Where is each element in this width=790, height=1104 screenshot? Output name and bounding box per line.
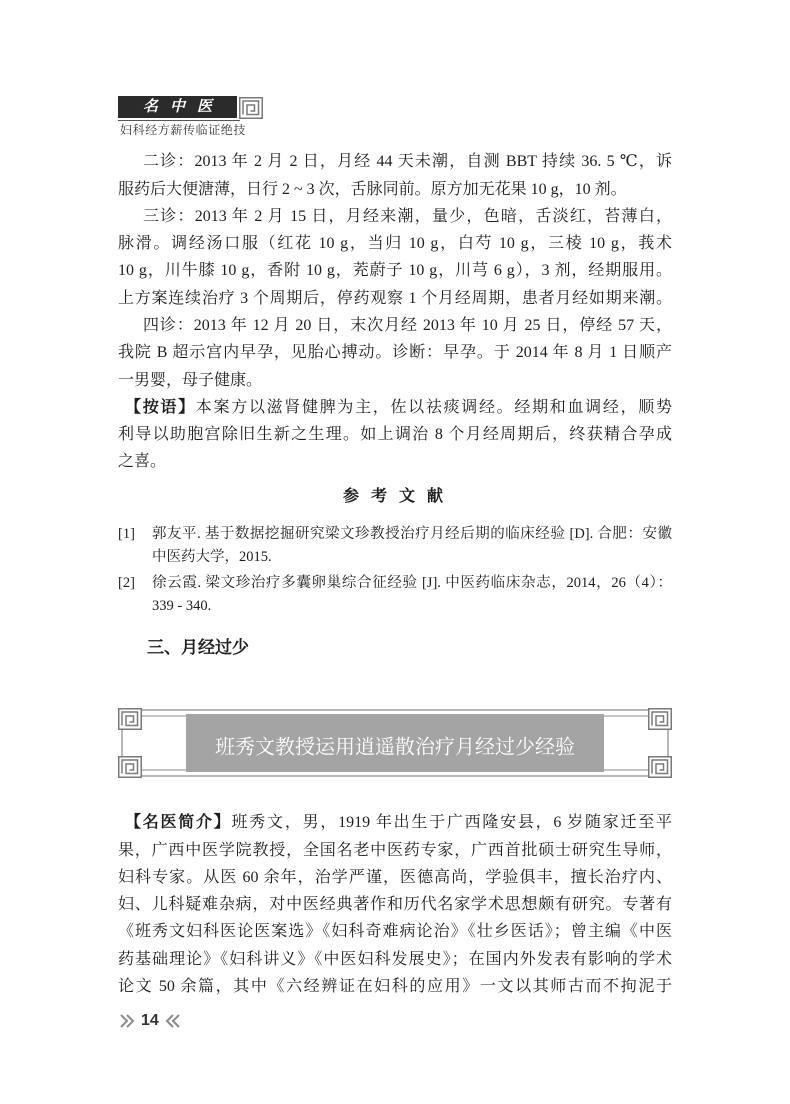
fret-corner-icon <box>119 757 142 778</box>
fret-ornament-icon <box>238 96 264 120</box>
text-line: 论文 50 余篇，其中《六经辨证在妇科的应用》一文以其师古而不拘泥于 <box>118 977 672 995</box>
reference-line: 339 - 340. <box>152 597 212 614</box>
paragraph-third-visit <box>118 203 672 312</box>
text-line: 果，广西中医学院教授，全国名老中医药专家，广西首批硕士研究生导师， <box>118 841 672 859</box>
commentary-paragraph <box>118 394 672 476</box>
references-title: 参 考 文 献 <box>342 488 447 505</box>
introduction-text: 班秀文，男，1919 年出生于广西隆安县，6 岁随家迁至平 <box>231 814 672 832</box>
text-line: 上方案连续治疗 3 个周期后，停药观察 1 个月经周期，患者月经如期来潮。 <box>118 289 672 307</box>
page-number: 14 <box>141 1012 159 1029</box>
paragraph-fourth-visit <box>118 312 672 394</box>
section-heading: 三、月经过少 <box>147 638 249 657</box>
brand-banner <box>118 96 237 118</box>
text-line <box>118 394 672 421</box>
text-line: 四诊：2013 年 12 月 20 日，末次月经 2013 年 10 月 25 日，停经 57 天， <box>143 316 672 334</box>
text-line: 二诊：2013 年 2 月 2 日，月经 44 天未潮，自测 BBT 持续 36. 5 ℃，诉 <box>143 153 672 171</box>
text-line: 妇科专家。从医 60 余年，治学严谨，医德高尚，学验俱丰，擅长治疗内、 <box>118 868 672 886</box>
book-subtitle: 妇科经方薪传临证绝技 <box>120 123 247 137</box>
text-line: 我院 B 超示宫内早孕，见胎心搏动。诊断：早孕。于 2014 年 8 月 1 日顺产 <box>118 344 672 362</box>
reference-item <box>118 523 672 569</box>
reference-number: [1] <box>118 525 135 542</box>
text-line: 10 g，川牛膝 10 g，香附 10 g，茺蔚子 10 g，川芎 6 g），3 剂，经期服用。 <box>118 262 672 280</box>
text-line: 一男婴，母子健康。 <box>118 371 263 389</box>
reference-line: 徐云霞. 梁文珍治疗多囊卵巢综合征经验 [J]. 中医药临床杂志，2014，26（4）： <box>152 574 672 591</box>
text-line: 妇、儿科疑难杂病，对中医经典著作和历代名家学术思想颇有研究。专著有 <box>118 896 672 914</box>
text-line: 服药后大便溏薄，日行 2 ~ 3 次，舌脉同前。原方加无花果 10 g，10 剂。 <box>118 180 627 198</box>
fret-corner-icon <box>649 709 672 730</box>
case-record <box>118 148 672 475</box>
paragraph-second-visit <box>118 148 672 203</box>
fret-corner-icon <box>649 757 672 778</box>
text-line <box>118 809 672 836</box>
commentary-text: 本案方以滋肾健脾为主，佐以祛痰调经。经期和血调经，顺势 <box>195 398 672 416</box>
references-list <box>118 523 672 621</box>
brand-title: 名中医 <box>142 99 224 115</box>
text-line: 利导以助胞宫除旧生新之生理。如上调治 8 个月经周期后，终获精合孕成 <box>118 426 672 444</box>
text-line: 三诊：2013 年 2 月 15 日，月经来潮，量少，色暗，舌淡红，苔薄白， <box>143 207 672 225</box>
introduction-label: 【名医简介】 <box>125 814 232 832</box>
text-line: 《班秀文妇科医论医案选》《妇科奇难病论治》《壮乡医话》；曾主编《中医 <box>118 923 672 941</box>
commentary-label: 【按语】 <box>125 398 196 416</box>
fret-corner-icon <box>119 709 142 730</box>
reference-item <box>118 572 672 618</box>
banner-title: 班秀文教授运用逍遥散治疗月经过少经验 <box>215 734 575 759</box>
reference-line: 郭友平. 基于数据挖掘研究梁文珍教授治疗月经后期的临床经验 [D]. 合肥：安徽 <box>152 525 672 542</box>
text-line: 之喜。 <box>118 453 167 471</box>
reference-line: 中医药大学，2015. <box>152 548 272 565</box>
text-line: 药基础理论》《妇科讲义》《中医妇科发展史》；在国内外发表有影响的学术 <box>118 950 672 968</box>
text-line: 脉滑。调经汤口服（红花 10 g，当归 10 g，白芍 10 g，三棱 10 g，莪术 <box>118 235 672 253</box>
physician-introduction <box>118 809 672 1000</box>
reference-number: [2] <box>118 574 135 591</box>
header-rule <box>118 120 240 121</box>
article-title-banner <box>118 706 672 780</box>
